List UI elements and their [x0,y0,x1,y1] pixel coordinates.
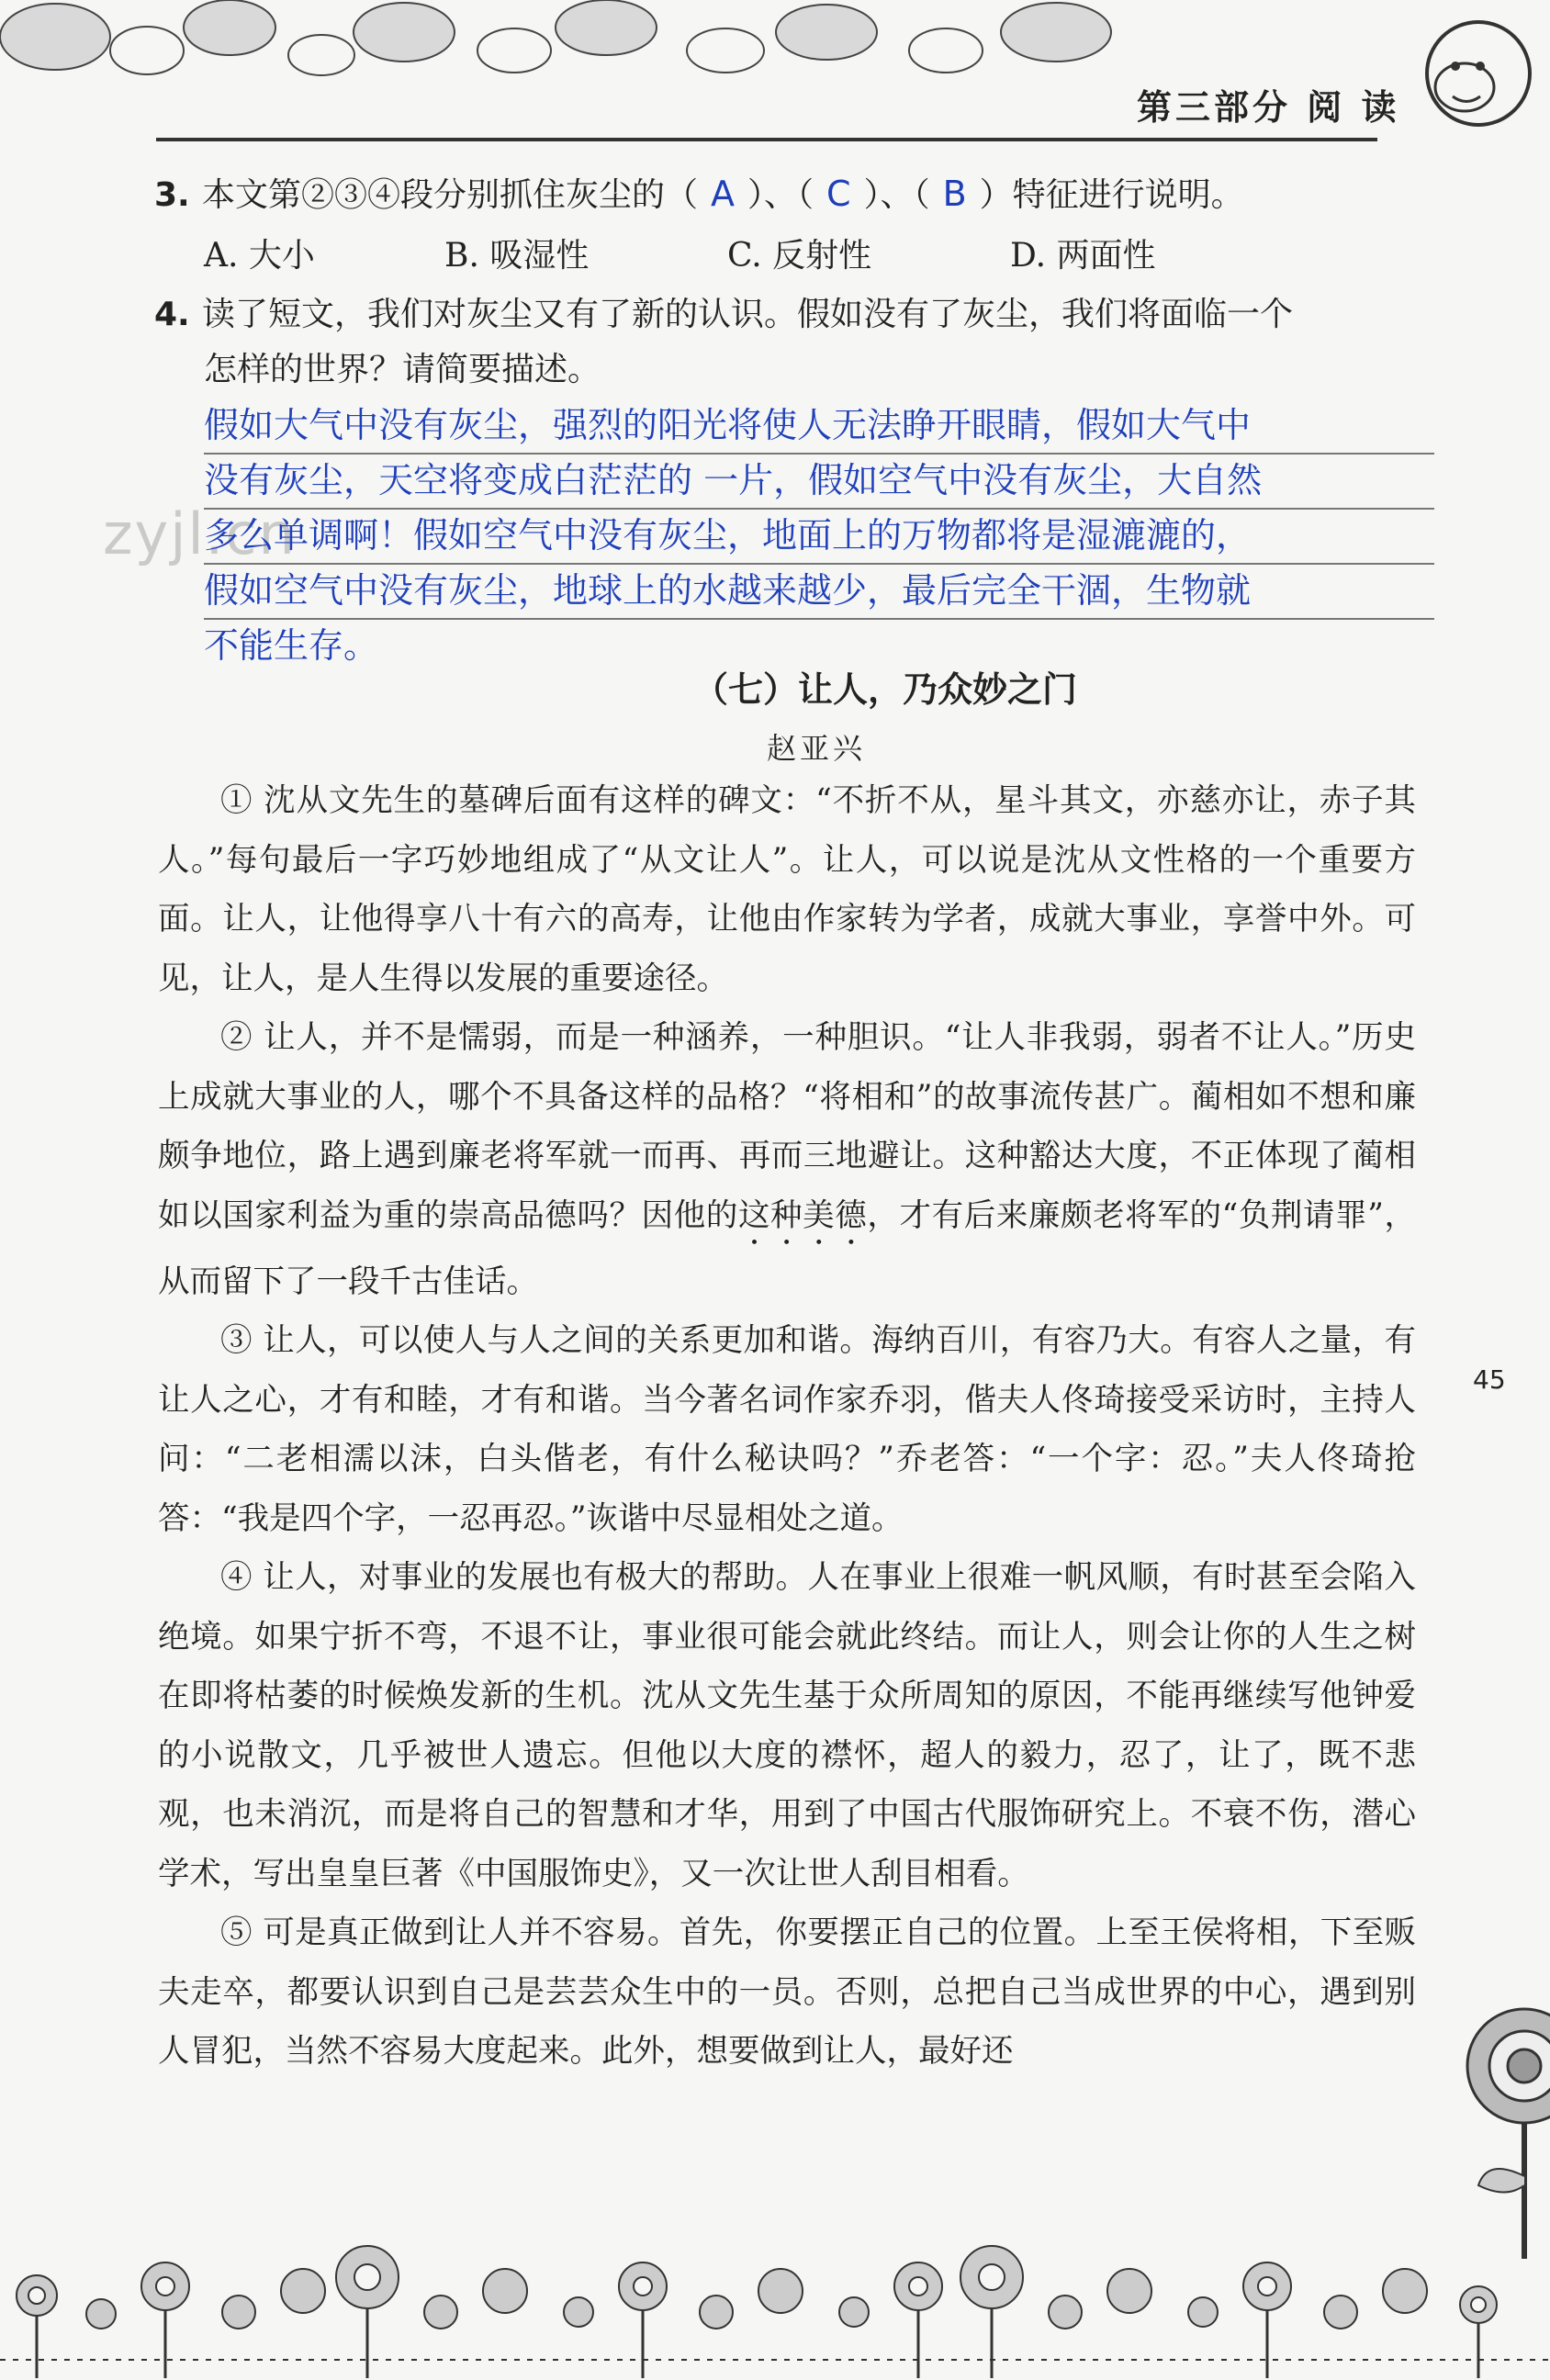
paragraph-3: ③ 让人，可以使人与人之间的关系更加和谐。海纳百川，有容乃大。有容人之量，有让人之心，才有和睦，才有和谐。当今著名词作家乔羽，偕夫人佟琦接受采访时，主持人问：“二老相濡以沫，白头偕老，有什么秘诀吗？”乔老答：“一个字：忍。”夫人佟琦抢答：“我是四个字，一忍再忍。”诙谐中尽显相处之道。 [158,1322,1416,1537]
paragraph-2-text: ② 让人，并不是懦弱，而是一种涵养，一种胆识。“让人非我弱，弱者不让人。”历史上成就大事业的人，哪个不具备这样的品格？“将相和”的故事流传甚广。蔺相如不想和廉颇争地位，路上遇到廉老将军就一而再、再而三地避让。这种豁达大度，不正体现了蔺相如以国家利益为重的崇高品德吗？因他的 [158,1019,1416,1234]
section-title: （七）让人，乃众妙之门 [692,669,1077,710]
question-4-number: 4. [154,296,190,333]
question-4-answer [204,399,1434,671]
question-3-text-before: 本文第②③④段分别抓住灰尘的（ [202,176,699,214]
flower-decoration-icon [1432,2002,1550,2259]
watermark: zyjl.cn [103,500,297,567]
question-3-number: 3. [154,176,190,214]
question-3-sep-1: ）、（ [747,176,814,214]
paragraph-5: ⑤ 可是真正做到让人并不容易。首先，你要摆正自己的位置。上至王侯将相，下至贩夫走卒，都要认识到自己是芸芸众生中的一员。否则，总把自己当成世界的中心，遇到别人冒犯，当然不容易大度起来。此外，想要做到让人，最好还 [158,1914,1416,2070]
question-3 [154,171,1244,219]
answer-2: C [826,174,851,214]
header-rule [156,138,1377,141]
footer-flower-border [0,2240,1550,2380]
question-3-text-after: ）特征进行说明。 [979,176,1244,214]
question-3-sep-2: ）、（ [863,176,930,214]
question-4-line-2: 怎样的世界？请简要描述。 [204,351,601,388]
monkey-face-icon [1427,22,1530,125]
option-d: D. 两面性 [1010,237,1156,275]
option-b: B. 吸湿性 [444,237,590,275]
answer-line: 多么单调啊！假如空气中没有灰尘，地面上的万物都将是湿漉漉的， [204,510,1434,565]
header-title: 第三部分 阅 读 [1137,87,1400,128]
paragraph-2 [158,1008,1416,1311]
answer-1: A [711,174,736,214]
paragraph-2-text-end: ，才有后来廉颇老将军的“负荆请罪”，从而留下了一段千古佳话。 [158,1196,1417,1300]
option-a: A. 大小 [204,237,315,275]
article-body [158,771,1416,2082]
answer-line: 不能生存。 [204,625,379,666]
answer-line: 没有灰尘，天空将变成白茫茫的 一片，假如空气中没有灰尘，大自然 [204,455,1434,510]
answer-line: 假如大气中没有灰尘，强烈的阳光将使人无法睁开眼睛，假如大气中 [204,399,1434,455]
answer-line: 假如空气中没有灰尘，地球上的水越来越少，最后完全干涸，生物就 [204,565,1434,620]
author: 赵亚兴 [766,731,866,766]
page-number: 45 [1473,1364,1506,1395]
option-c: C. 反射性 [727,237,872,275]
answer-3: B [942,174,967,214]
emphasized-phrase: 这种美德 [737,1196,868,1234]
question-4 [154,292,1293,338]
paragraph-4: ④ 让人，对事业的发展也有极大的帮助。人在事业上很难一帆风顺，有时甚至会陷入绝境。如果宁折不弯，不退不让，事业很可能会就此终结。而让人，则会让你的人生之树在即将枯萎的时候焕发新的生机。沈从文先生基于众所周知的原因，不能再继续写他钟爱的小说散文，几乎被世人遗忘。但他以大度的襟怀，超人的毅力，忍了，让了，既不悲观，也未消沉，而是将自己的智慧和才华，用到了中国古代服饰研究上。不衰不伤，潜心学术，写出皇皇巨著《中国服饰史》，又一次让世人刮目相看。 [158,1559,1416,1892]
question-4-line-1: 读了短文，我们对灰尘又有了新的认识。假如没有了灰尘，我们将面临一个 [202,296,1294,333]
paragraph-1: ① 沈从文先生的墓碑后面有这样的碑文：“不折不从，星斗其文，亦慈亦让，赤子其人。”每句最后一字巧妙地组成了“从文让人”。让人，可以说是沈从文性格的一个重要方面。让人，让他得享八十有六的高寿，让他由作家转为学者，成就大事业，享誉中外。可见，让人，是人生得以发展的重要途径。 [158,782,1416,997]
